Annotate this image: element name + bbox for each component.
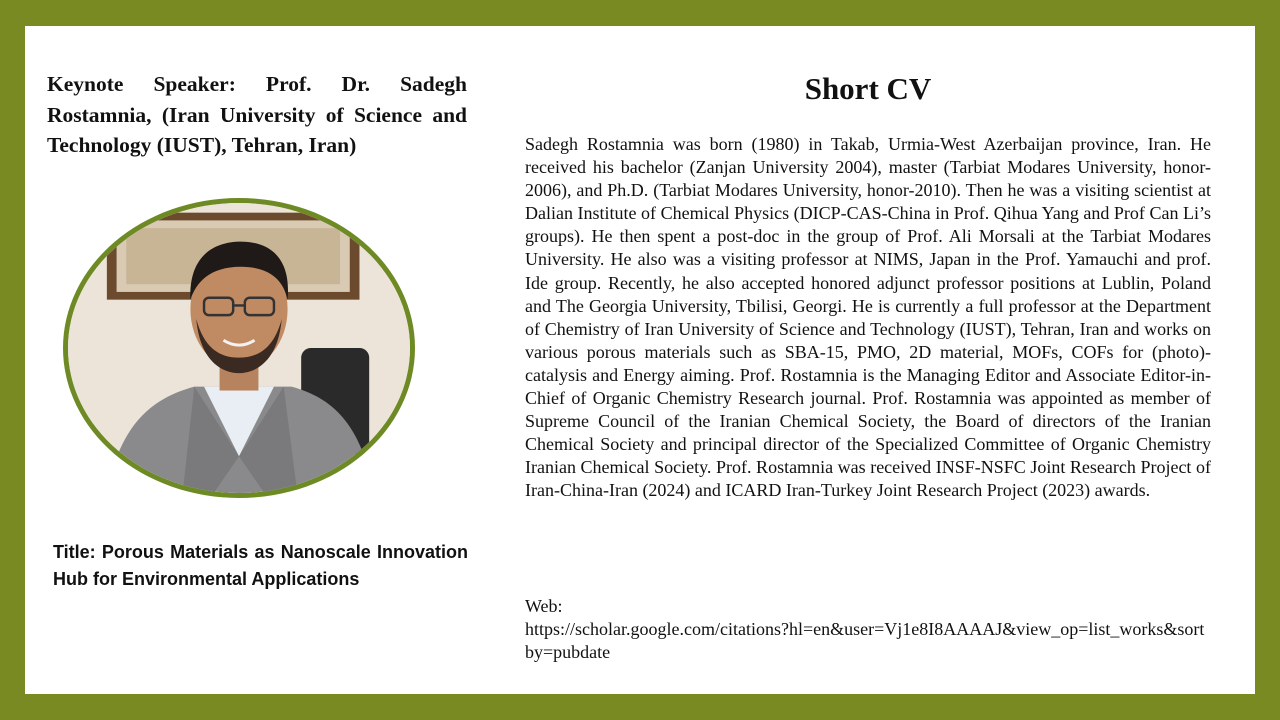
talk-title: Title: Porous Materials as Nanoscale Innovation Hub for Environmental Applications <box>53 542 468 589</box>
cv-body-text: Sadegh Rostamnia was born (1980) in Takab, Urmia-West Azerbaijan province, Iran. He received his bachelor (Zanjan University 2004), master (Tarbiat Modares University, honor-2006), and Ph.D. (Tarbiat Modares University, honor-2010). Then he was a visiting scientist at Dalian Institute of Chemical Physics (DICP-CAS-China in Prof. Qihua Yang and Prof Can Li’s groups). He then spent a post-doc in the group of Prof. Ali Morsali at the Tarbiat Modares University. He also was a visiting professor at NIMS, Japan in the Prof. Yamauchi and prof. Ide group. Recently, he also accepted honored adjunct professor positions at Lublin, Poland and The Georgia University, Tbilisi, Georgi. He is currently a full professor at the Department of Chemistry of Iran University of Science and Technology (IUST), Tehran, Iran and works on various porous materials such as SBA-15, PMO, 2D material, MOFs, COFs for (photo)-catalysis and Energy aiming. Prof. Rostamnia is the Managing Editor and Associate Editor-in-Chief of Organic Chemistry Research journal. Prof. Rostamnia was appointed as member of Supreme Council of the Iranian Chemical Society, the Board of directors of the Iranian Chemical Society and principal director of the Specialized Committee of Organic Chemistry Iranian Chemical Society. Prof. Rostamnia was received INSF-NSFC Joint Research Project of Iran-China-Iran (2024) and ICARD Iran-Turkey Joint Research Project (2023) awards. <box>525 134 1211 501</box>
cv-heading: Short CV <box>804 71 932 106</box>
slide-card <box>25 26 1255 694</box>
cv-web-label: Web: <box>525 596 563 616</box>
speaker-photo <box>63 198 415 498</box>
speaker-heading: Keynote Speaker: Prof. Dr. Sadegh Rostamnia, (Iran University of Science and Technology (IUST), Tehran, Iran) <box>47 72 467 157</box>
cv-web-link[interactable]: https://scholar.google.com/citations?hl=en&user=Vj1e8I8AAAAJ&view_op=list_works&sortby=pubdate <box>525 619 1205 663</box>
speaker-photo-illustration <box>68 203 410 493</box>
